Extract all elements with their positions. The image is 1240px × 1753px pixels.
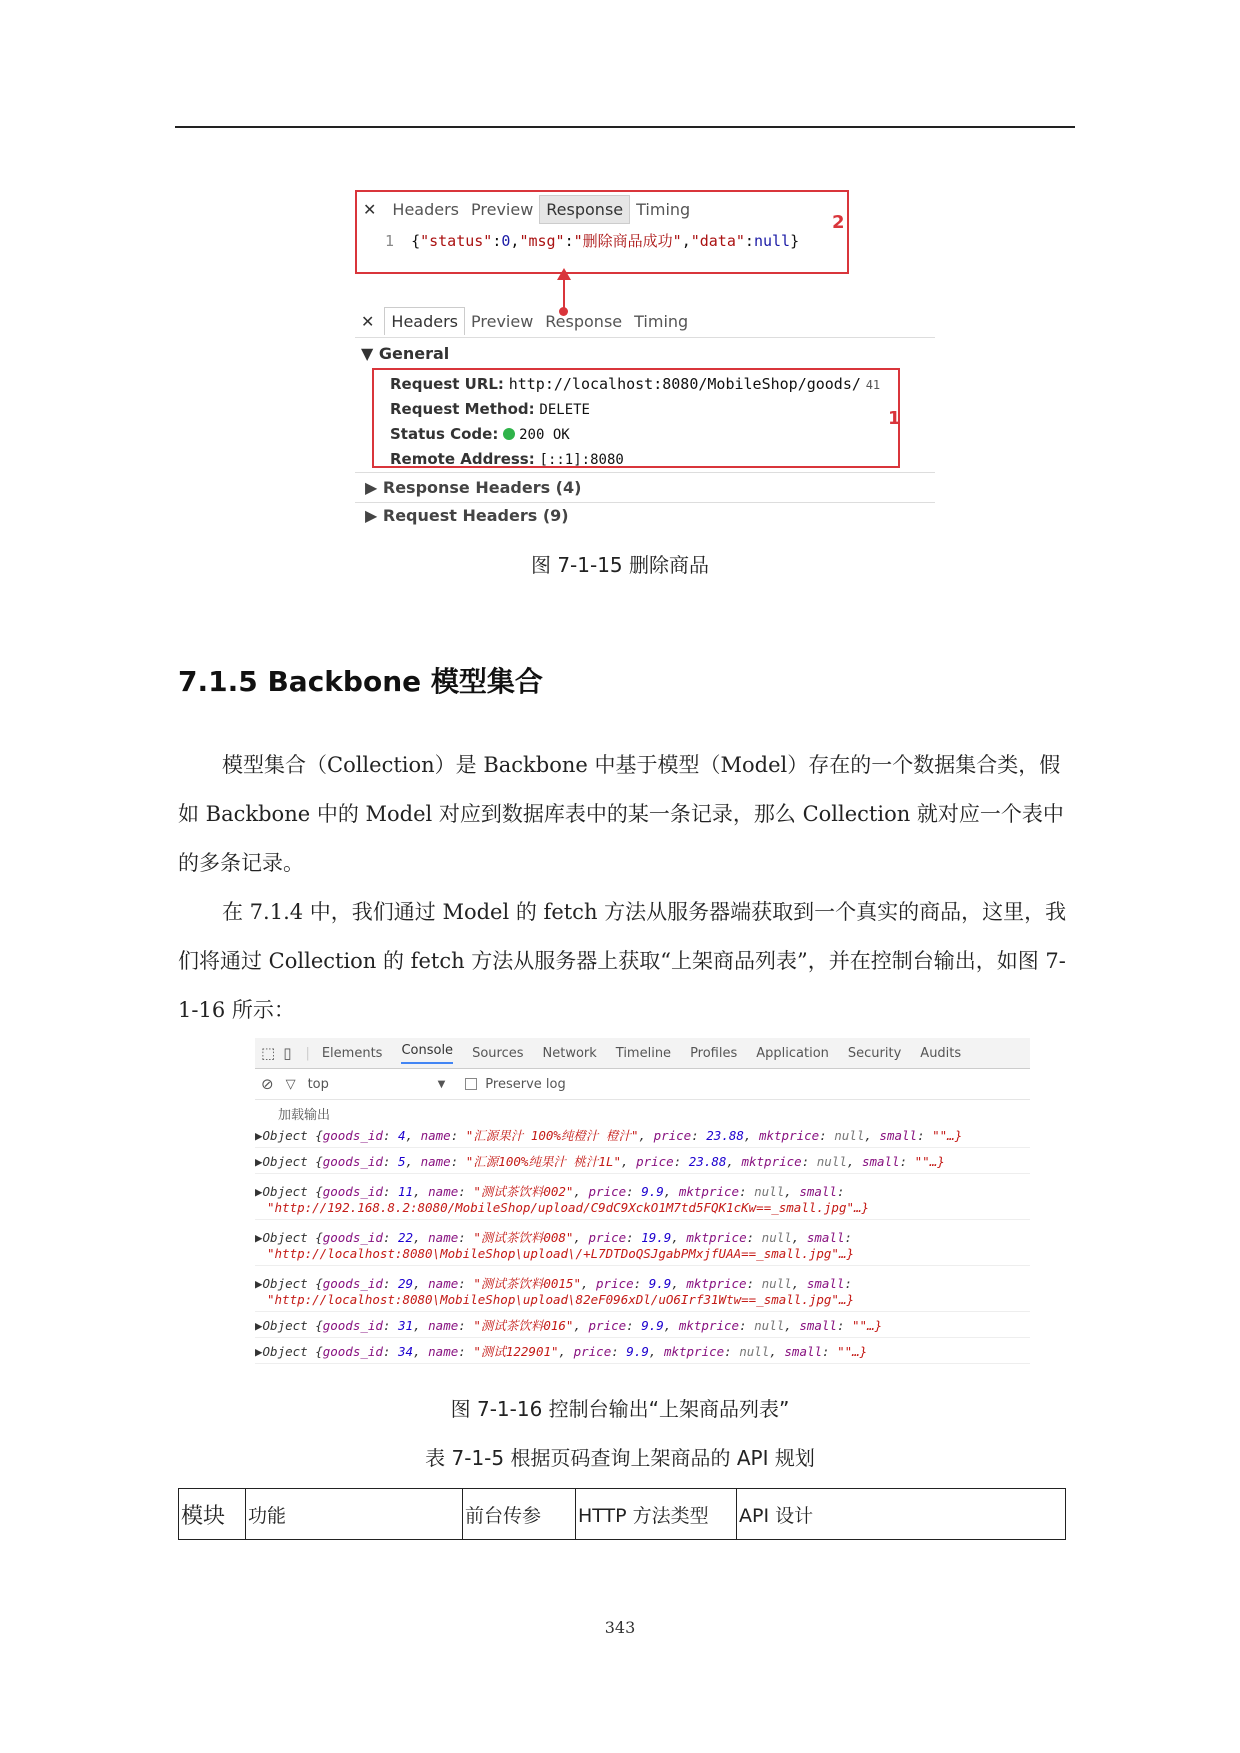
request-url-label: Request URL:	[390, 375, 504, 393]
table-header-row	[179, 1489, 1066, 1540]
value-mktprice: null	[754, 1184, 785, 1199]
key-mktprice: mktprice	[663, 1344, 725, 1359]
request-method-row	[390, 397, 898, 422]
status-code-value: 200 OK	[519, 427, 570, 443]
filter-icon[interactable]: ▽	[285, 1076, 296, 1092]
key-goods-id: goods_id	[322, 1184, 383, 1199]
general-section-toggle[interactable]: ▼ General	[361, 344, 450, 363]
console-filter-bar	[255, 1069, 1030, 1100]
console-line[interactable]: ▶Object {goods_id: 34, name: "测试122901", price: 9.9, mktprice: null, small: ""…}	[255, 1338, 1030, 1364]
value-small: ""…}	[914, 1154, 945, 1169]
console-log-label: 加载输出	[278, 1108, 331, 1123]
status-ok-icon	[503, 428, 515, 440]
key-mktprice: mktprice	[758, 1128, 820, 1143]
close-icon[interactable]: ✕	[363, 199, 377, 219]
tab-preview[interactable]: Preview	[471, 311, 534, 331]
key-name: name	[420, 1154, 451, 1169]
request-url-suffix: 41	[865, 378, 881, 392]
divider	[355, 502, 935, 503]
json-key-status: "status"	[420, 232, 493, 250]
divider	[355, 472, 935, 473]
key-goods-id: goods_id	[322, 1128, 383, 1143]
key-goods-id: goods_id	[322, 1318, 383, 1333]
headers-tabs	[355, 305, 935, 338]
value-price: 23.88	[706, 1128, 744, 1143]
key-price: price	[653, 1128, 692, 1143]
console-line[interactable]: ▶Object {goods_id: 11, name: "测试茶饮料002", price: 9.9, mktprice: null, small: "http://192.168.8.2:8080/MobileShop/upload/C9dC9XckO1M7td5FQK1cKw==_small.jpg"…}	[255, 1174, 1030, 1220]
table-header-cell: 前台传参	[463, 1489, 576, 1540]
key-goods-id: goods_id	[322, 1154, 383, 1169]
tab-network[interactable]: Network	[542, 1045, 597, 1061]
devtools-console	[255, 1038, 1030, 1373]
general-details	[372, 368, 900, 468]
key-small: small	[806, 1276, 845, 1291]
api-table	[178, 1488, 1066, 1540]
tab-timing[interactable]: Timing	[634, 311, 689, 331]
tab-profiles[interactable]: Profiles	[690, 1045, 738, 1061]
preserve-log-label: Preserve log	[485, 1076, 566, 1092]
value-goods-id: 11	[398, 1184, 414, 1199]
request-url-value: http://localhost:8080/MobileShop/goods/	[508, 375, 861, 393]
chevron-down-icon[interactable]: ▼	[437, 1078, 446, 1090]
tab-headers[interactable]: Headers	[392, 199, 459, 219]
table-header-cell: HTTP 方法类型	[576, 1489, 737, 1540]
value-price: 9.9	[641, 1318, 664, 1333]
json-value-data: null	[753, 232, 791, 250]
status-code-row	[390, 422, 898, 447]
value-name: "测试茶饮料002"	[473, 1184, 574, 1199]
table-header-cell: API 设计	[737, 1489, 1066, 1540]
key-mktprice: mktprice	[686, 1276, 747, 1291]
tab-timeline[interactable]: Timeline	[615, 1045, 672, 1061]
object-prefix[interactable]: ▶Object {	[255, 1318, 323, 1333]
figure-caption-7-1-15: 图 7-1-15 删除商品	[530, 553, 710, 577]
value-mktprice: null	[761, 1276, 792, 1291]
value-goods-id: 5	[398, 1154, 406, 1169]
toolbar-divider: |	[305, 1045, 310, 1061]
key-goods-id: goods_id	[322, 1230, 383, 1245]
json-key-msg: "msg"	[519, 232, 565, 250]
page-number: 343	[604, 1618, 636, 1637]
device-toggle-icon[interactable]: ▯	[283, 1044, 292, 1062]
json-close: }	[790, 232, 800, 250]
tab-audits[interactable]: Audits	[920, 1045, 962, 1061]
paragraph-2: 在 7.1.4 中，我们通过 Model 的 fetch 方法从服务器端获取到一个真实的商品，这里，我们将通过 Collection 的 fetch 方法从服务器上获取“上架商品列表”，并在控制台输出，如图 7-1-16 所示：	[178, 900, 1067, 1022]
value-small: ""…}	[932, 1128, 963, 1143]
json-value-status: 0	[501, 232, 511, 250]
key-name: name	[420, 1128, 451, 1143]
key-name: name	[428, 1344, 459, 1359]
close-icon[interactable]: ✕	[361, 311, 375, 331]
key-small: small	[879, 1128, 918, 1143]
request-method-label: Request Method:	[390, 400, 535, 418]
request-headers-toggle[interactable]: ▶ Request Headers (9)	[365, 506, 569, 525]
request-url-row	[390, 372, 898, 397]
json-value-msg: "删除商品成功"	[573, 232, 682, 250]
annotation-badge-1: 1	[888, 408, 901, 429]
line-number: 1	[385, 232, 395, 250]
value-price: 19.9	[641, 1230, 672, 1245]
request-method-value: DELETE	[539, 402, 590, 418]
value-price: 9.9	[641, 1184, 664, 1199]
key-small: small	[806, 1230, 845, 1245]
response-headers-toggle[interactable]: ▶ Response Headers (4)	[365, 478, 582, 497]
annotation-badge-2: 2	[832, 212, 845, 233]
key-name: name	[428, 1230, 459, 1245]
value-price: 9.9	[626, 1344, 649, 1359]
console-line[interactable]: ▶Object {goods_id: 31, name: "测试茶饮料016", price: 9.9, mktprice: null, small: ""…}	[255, 1312, 1030, 1338]
tab-preview[interactable]: Preview	[471, 199, 534, 219]
value-goods-id: 4	[398, 1128, 406, 1143]
key-small: small	[799, 1318, 837, 1333]
object-prefix[interactable]: ▶Object {	[255, 1184, 323, 1199]
key-small: small	[784, 1344, 823, 1359]
remote-address-row	[390, 447, 898, 472]
key-price: price	[596, 1276, 634, 1291]
key-mktprice: mktprice	[678, 1318, 740, 1333]
tab-response[interactable]: Response	[545, 311, 623, 331]
key-goods-id: goods_id	[322, 1344, 383, 1359]
remote-address-value: [::1]:8080	[539, 452, 624, 468]
key-small: small	[799, 1184, 837, 1199]
tab-console[interactable]: Console	[401, 1043, 453, 1064]
value-name: "测试茶饮料008"	[473, 1230, 574, 1245]
figure-caption-7-1-16: 图 7-1-16 控制台输出“上架商品列表”	[450, 1397, 790, 1421]
console-line[interactable]: ▶Object {goods_id: 29, name: "测试茶饮料0015", price: 9.9, mktprice: null, small: "http://localhost:8080\MobileShop\upload\82eF096xDl/uO6Irf31Wtw==_small.jpg"…}	[255, 1266, 1030, 1312]
value-mktprice: null	[754, 1318, 785, 1333]
value-small-url: "http://192.168.8.2:8080/MobileShop/upload/C9dC9XckO1M7td5FQK1cKw==_small.jpg"…}	[267, 1200, 870, 1215]
object-prefix[interactable]: ▶Object {	[255, 1230, 323, 1245]
header-rule	[175, 126, 1075, 128]
table-caption: 表 7-1-5 根据页码查询上架商品的 API 规划	[425, 1446, 815, 1470]
status-code-label: Status Code:	[390, 425, 499, 443]
json-key-data: "data"	[690, 232, 745, 250]
value-name: "汇源果汁 100%纯橙汁 橙汁"	[465, 1128, 639, 1143]
value-goods-id: 29	[398, 1276, 414, 1291]
console-line[interactable]: ▶Object {goods_id: 22, name: "测试茶饮料008", price: 19.9, mktprice: null, small: "http://localhost:8080\MobileShop\upload\/+L7DTDoQSJgabPMxjfUAA==_small.jpg"…}	[255, 1220, 1030, 1266]
value-price: 23.88	[688, 1154, 727, 1169]
response-panel	[355, 190, 849, 274]
key-name: name	[428, 1184, 459, 1199]
console-line[interactable]: ▶Object {goods_id: 5, name: "汇源100%纯果汁 桃汁1L", price: 23.88, mktprice: null, small: ""…}	[255, 1148, 1030, 1174]
value-name: "测试122901"	[473, 1344, 559, 1359]
value-small: ""…}	[837, 1344, 868, 1359]
json-open: {	[411, 232, 421, 250]
key-price: price	[636, 1154, 674, 1169]
key-mktprice: mktprice	[678, 1184, 740, 1199]
value-goods-id: 31	[398, 1318, 414, 1333]
key-price: price	[588, 1184, 627, 1199]
value-name: "测试茶饮料0015"	[473, 1276, 581, 1291]
tab-response[interactable]: Response	[539, 195, 630, 224]
remote-address-label: Remote Address:	[390, 450, 535, 468]
key-mktprice: mktprice	[741, 1154, 802, 1169]
value-mktprice: null	[834, 1128, 865, 1143]
value-name: "测试茶饮料016"	[473, 1318, 574, 1333]
tab-headers[interactable]: Headers	[384, 307, 465, 335]
object-prefix[interactable]: ▶Object {	[255, 1276, 323, 1291]
preserve-log-checkbox[interactable]	[465, 1078, 477, 1090]
tab-timing[interactable]: Timing	[636, 199, 691, 219]
key-mktprice: mktprice	[686, 1230, 747, 1245]
tab-sources[interactable]: Sources	[472, 1045, 524, 1061]
paragraph-1: 模型集合（Collection）是 Backbone 中基于模型（Model）存在的一个数据集合类，假如 Backbone 中的 Model 对应到数据库表中的某一条记录，那么 Collection 就对应一个表中的多条记录。	[178, 753, 1064, 875]
value-small: ""…}	[852, 1318, 883, 1333]
console-line[interactable]: ▶Object {goods_id: 4, name: "汇源果汁 100%纯橙汁 橙汁", price: 23.88, mktprice: null, small: ""…}	[255, 1122, 1030, 1148]
section-title: 7.1.5 Backbone 模型集合	[178, 665, 543, 698]
value-mktprice: null	[739, 1344, 770, 1359]
key-price: price	[588, 1230, 627, 1245]
value-mktprice: null	[816, 1154, 847, 1169]
response-body: 1 {"status":0,"msg":"删除商品成功","data":null}	[385, 232, 800, 250]
key-price: price	[573, 1344, 612, 1359]
object-prefix[interactable]: ▶Object {	[255, 1154, 323, 1169]
response-tabs	[357, 192, 847, 226]
value-goods-id: 34	[398, 1344, 414, 1359]
key-goods-id: goods_id	[322, 1276, 383, 1291]
devtools-toolbar	[255, 1038, 1030, 1069]
value-goods-id: 22	[398, 1230, 414, 1245]
key-small: small	[861, 1154, 900, 1169]
value-small-url: "http://localhost:8080\MobileShop\upload\/+L7DTDoQSJgabPMxjfUAA==_small.jpg"…}	[267, 1246, 854, 1261]
inspect-icon[interactable]: ⬚	[261, 1044, 276, 1062]
key-name: name	[428, 1276, 459, 1291]
clear-console-icon[interactable]: ⊘	[261, 1075, 274, 1093]
tab-security[interactable]: Security	[847, 1045, 902, 1061]
tab-elements[interactable]: Elements	[321, 1045, 383, 1061]
key-price: price	[588, 1318, 627, 1333]
value-price: 9.9	[648, 1276, 672, 1291]
object-prefix[interactable]: ▶Object {	[255, 1128, 323, 1143]
table-header-cell: 模块	[179, 1489, 246, 1540]
value-small-url: "http://localhost:8080\MobileShop\upload\82eF096xDl/uO6Irf31Wtw==_small.jpg"…}	[267, 1292, 854, 1307]
key-name: name	[428, 1318, 459, 1333]
table-header-cell: 功能	[246, 1489, 463, 1540]
context-select[interactable]: top	[307, 1076, 329, 1092]
console-lines	[255, 1122, 1030, 1364]
tab-application[interactable]: Application	[756, 1045, 829, 1061]
object-prefix[interactable]: ▶Object {	[255, 1344, 323, 1359]
value-name: "汇源100%纯果汁 桃汁1L"	[465, 1154, 622, 1169]
value-mktprice: null	[761, 1230, 792, 1245]
